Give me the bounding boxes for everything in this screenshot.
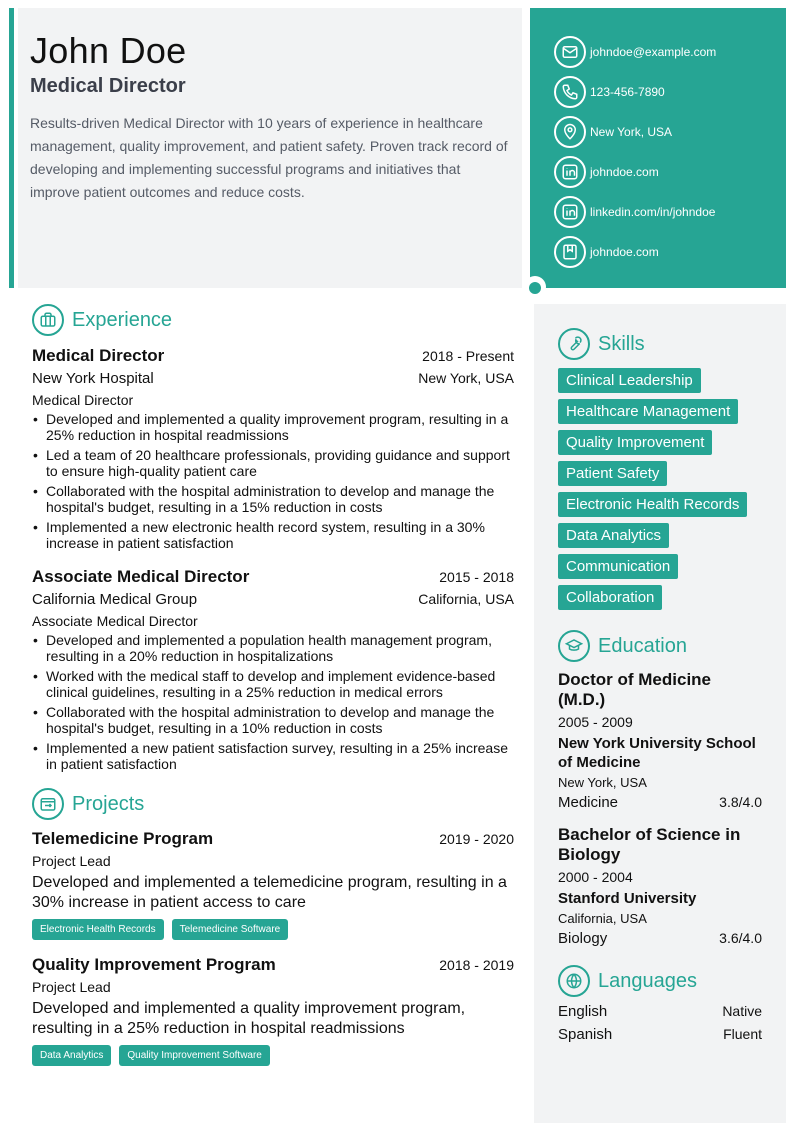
job-org: New York Hospital <box>32 370 154 387</box>
job-dates: 2015 - 2018 <box>439 569 514 585</box>
contact-linkedin[interactable] <box>554 192 786 232</box>
languages-title: Languages <box>598 969 697 992</box>
language-item <box>558 1003 762 1020</box>
project-tags <box>32 919 514 940</box>
project-dates: 2019 - 2020 <box>439 831 514 847</box>
edu-location: New York, USA <box>558 775 647 790</box>
education-title: Education <box>598 634 687 657</box>
languages-heading <box>558 965 762 997</box>
language-name: English <box>558 1003 608 1020</box>
projects-title: Projects <box>72 792 145 815</box>
project-role: Project Lead <box>32 979 111 995</box>
job-location: California, USA <box>418 591 514 607</box>
globe-icon <box>558 965 590 997</box>
contact-card <box>530 8 786 288</box>
edu-school: New York University School of Medicine <box>558 735 756 771</box>
header-card <box>18 8 522 288</box>
language-level: Native <box>722 1003 762 1019</box>
skill-tag: Clinical Leadership <box>558 368 701 393</box>
phone-icon <box>554 76 586 108</box>
job-bullet: • Led a team of 20 healthcare professionals, providing guidance and support to ensure high-quality patient care <box>32 447 514 479</box>
edu-location: California, USA <box>558 911 647 926</box>
project-description: Developed and implemented a telemedicine program, resulting in a 30% increase in patient access to care <box>32 874 507 911</box>
contact-phone-text: 123-456-7890 <box>590 85 665 99</box>
project-item <box>32 954 514 1066</box>
project-item <box>32 828 514 940</box>
contact-portfolio[interactable] <box>554 232 786 272</box>
job-role: Medical Director <box>32 392 134 408</box>
education-heading <box>558 630 762 662</box>
job-bullet: • Developed and implemented a population health management program, resulting in a 20% reduction in hospitalizations <box>32 632 514 664</box>
experience-title: Experience <box>72 308 173 331</box>
project-icon <box>32 788 64 820</box>
contact-website-text: johndoe.com <box>590 165 659 179</box>
skills-heading <box>558 328 762 360</box>
language-level: Fluent <box>723 1026 762 1042</box>
job-role: Associate Medical Director <box>32 613 198 629</box>
project-role: Project Lead <box>32 853 111 869</box>
skills-list <box>558 368 762 610</box>
project-tag: Electronic Health Records <box>32 919 164 940</box>
bookmark-icon <box>554 236 586 268</box>
candidate-name: John Doe <box>30 30 187 71</box>
project-description: Developed and implemented a quality improvement program, resulting in a 25% reduction in hospital readmissions <box>32 1000 466 1037</box>
experience-heading <box>32 304 514 336</box>
contact-website[interactable] <box>554 152 786 192</box>
job-org: California Medical Group <box>32 591 198 608</box>
project-tag: Telemedicine Software <box>172 919 289 940</box>
linkedin-icon <box>554 196 586 228</box>
header-accent-bar <box>9 8 14 288</box>
job-bullet: • Collaborated with the hospital administration to develop and manage the hospital's budget, resulting in a 15% reduction in costs <box>32 483 514 515</box>
languages-list <box>558 1003 762 1043</box>
projects-heading <box>32 788 514 820</box>
email-icon <box>554 36 586 68</box>
project-tag: Quality Improvement Software <box>119 1045 270 1066</box>
job-location: New York, USA <box>418 370 514 386</box>
briefcase-icon <box>32 304 64 336</box>
job-title: Medical Director <box>32 346 165 365</box>
skills-title: Skills <box>598 332 645 355</box>
job-bullet: • Implemented a new electronic health record system, resulting in a 30% increase in patient satisfaction <box>32 519 514 551</box>
edu-degree: Bachelor of Science in Biology <box>558 825 741 864</box>
contact-phone[interactable] <box>554 72 786 112</box>
graduation-cap-icon <box>558 630 590 662</box>
job-bullet: • Worked with the medical staff to develop and implement evidence-based clinical guidelines, resulting in a 25% reduction in medical errors <box>32 668 514 700</box>
job-bullets <box>32 632 514 772</box>
edu-school: Stanford University <box>558 890 697 907</box>
skill-tag: Collaboration <box>558 585 662 610</box>
project-tags <box>32 1045 514 1066</box>
contact-portfolio-text: johndoe.com <box>590 245 659 259</box>
project-title: Quality Improvement Program <box>32 955 276 974</box>
language-item <box>558 1026 762 1043</box>
edu-gpa: 3.6/4.0 <box>719 930 762 946</box>
contact-location-text: New York, USA <box>590 125 673 139</box>
language-name: Spanish <box>558 1026 613 1043</box>
project-title: Telemedicine Program <box>32 829 214 848</box>
education-item <box>558 825 762 947</box>
job-bullets <box>32 411 514 551</box>
experience-item <box>32 345 514 551</box>
edu-years: 2000 - 2004 <box>558 869 633 885</box>
decorative-dot <box>529 282 541 294</box>
skill-tag: Healthcare Management <box>558 399 738 424</box>
contact-email[interactable] <box>554 32 786 72</box>
summary: Results-driven Medical Director with 10 years of experience in healthcare management, quality improvement, and patient safety. Proven track record of developing and implementing successful programs and initiatives that improve patient outcomes and reduce costs. <box>30 115 508 200</box>
contact-location <box>554 112 786 152</box>
edu-field: Medicine <box>558 794 619 811</box>
edu-field: Biology <box>558 930 608 947</box>
edu-gpa: 3.8/4.0 <box>719 794 762 810</box>
edu-degree: Doctor of Medicine (M.D.) <box>558 670 712 709</box>
experience-item <box>32 566 514 772</box>
job-dates: 2018 - Present <box>422 348 514 364</box>
skill-tag: Quality Improvement <box>558 430 712 455</box>
job-bullet: • Collaborated with the hospital administration to develop and manage the hospital's budget, resulting in a 10% reduction in costs <box>32 704 514 736</box>
job-bullet: • Developed and implemented a quality improvement program, resulting in a 25% reduction in hospital readmissions <box>32 411 514 443</box>
candidate-title: Medical Director <box>30 75 186 97</box>
location-pin-icon <box>554 116 586 148</box>
contact-linkedin-text: linkedin.com/in/johndoe <box>590 205 716 219</box>
skill-tag: Communication <box>558 554 678 579</box>
contact-email-text: johndoe@example.com <box>590 45 717 59</box>
edu-years: 2005 - 2009 <box>558 714 633 730</box>
linkedin-icon <box>554 156 586 188</box>
skill-tag: Patient Safety <box>558 461 667 486</box>
project-dates: 2018 - 2019 <box>439 957 514 973</box>
skill-tag: Electronic Health Records <box>558 492 747 517</box>
skill-tag: Data Analytics <box>558 523 669 548</box>
job-title: Associate Medical Director <box>32 567 250 586</box>
education-item <box>558 670 762 811</box>
main-column <box>32 304 514 1066</box>
wrench-icon <box>558 328 590 360</box>
sidebar <box>534 304 786 1123</box>
project-tag: Data Analytics <box>32 1045 111 1066</box>
job-bullet: • Implemented a new patient satisfaction survey, resulting in a 25% increase in patient satisfaction <box>32 740 514 772</box>
